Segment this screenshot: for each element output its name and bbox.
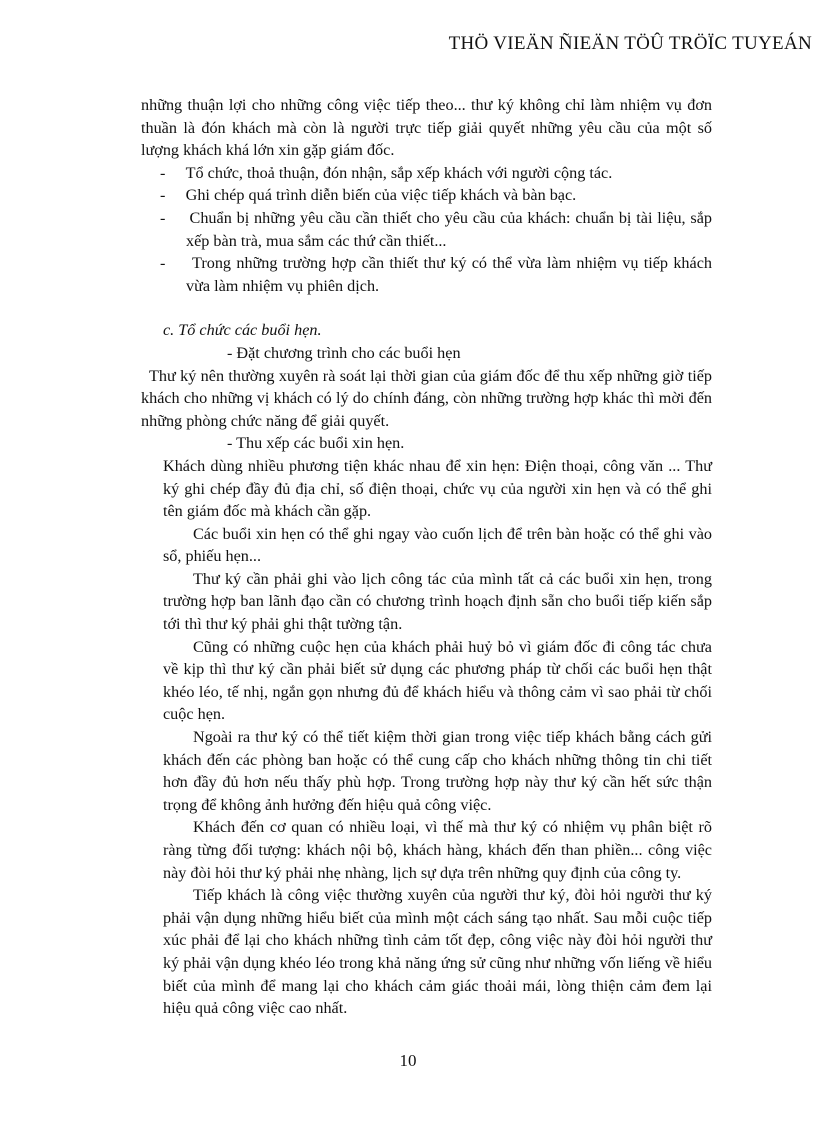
task-list (141, 162, 712, 298)
paragraph-methods: Khách dùng nhiều phương tiện khác nhau để xin hẹn: Điện thoại, công văn ... Thư ký ghi chép đầy đủ địa chỉ, số điện thoại, chức vụ của người xin hẹn và có thể ghi tên giám đốc mà khách cần gặp. (163, 456, 712, 521)
paragraph-schedule: Thư ký nên thường xuyên rà soát lại thời gian của giám đốc để thu xếp những giờ tiếp khách cho những vị khách có lý do chính đáng, còn những trường hợp khác thì mời đến những phòng chức năng để giải quyết. (141, 366, 712, 430)
document-body (141, 94, 712, 1020)
paragraph-record: Thư ký cần phải ghi vào lịch công tác của mình tất cả các buổi xin hẹn, trong trường hợp ban lãnh đạo cần có chương trình hoạch định sẵn cho buổi tiếp kiến sắp tới thì thư ký phải ghi thật tường tận. (163, 569, 712, 634)
intro-paragraph: những thuận lợi cho những công việc tiếp theo... thư ký không chỉ làm nhiệm vụ đơn thuần là đón khách mà còn là người trực tiếp giải quyết những yêu cầu của một số lượng khách khá lớn xin gặp giám đốc. (141, 96, 712, 160)
subheading-arrange: - Thu xếp các buổi xin hẹn. (227, 434, 405, 453)
running-header: THÖ VIEÄN ÑIEÄN TÖÛ TRÖÏC TUYEÁN (448, 33, 812, 54)
paragraph-save-time: Ngoài ra thư ký có thể tiết kiệm thời gian trong việc tiếp khách bằng cách gửi khách đến các phòng ban hoặc có thể cung cấp cho khách những thông tin chi tiết hơn đầy đủ hơn nếu thấy phù hợp. Trong trường hợp này thư ký cần hết sức thận trọng để không ảnh hưởng đến hiệu quả công việc. (163, 728, 712, 814)
task-item: - Ghi chép quá trình diễn biến của việc tiếp khách và bàn bạc. (160, 186, 577, 205)
task-item: - Trong những trường hợp cần thiết thư ký có thể vừa làm nhiệm vụ tiếp khách vừa làm nhiệm vụ phiên dịch. (160, 254, 712, 295)
task-item: - Chuẩn bị những yêu cầu cần thiết cho yêu cầu của khách: chuẩn bị tài liệu, sắp xếp bàn trà, mua sắm các thứ cần thiết... (160, 208, 712, 250)
page-number: 10 (399, 1051, 417, 1070)
paragraph-calendar: Các buổi xin hẹn có thể ghi ngay vào cuốn lịch để trên bàn hoặc có thể ghi vào sổ, phiếu hẹn... (163, 524, 712, 566)
subheading-schedule: - Đặt chương trình cho các buổi hẹn (227, 343, 461, 362)
paragraph-conclusion: Tiếp khách là công việc thường xuyên của người thư ký, đòi hỏi người thư ký phải vận dụng những hiểu biết của mình một cách sáng tạo nhất. Sau mỗi cuộc tiếp xúc phải để lại cho khách những tình cảm tốt đẹp, công việc này đòi hỏi người thư ký phải vận dụng khéo léo trong khả năng ứng sử cũng như những vốn liếng về hiểu biết của mình để mang lại cho khách cảm giác thoải mái, lòng thiện cảm đem lại hiệu quả công việc cao nhất. (163, 886, 712, 1018)
section-heading: c. Tổ chức các buổi hẹn. (163, 321, 322, 340)
task-item: - Tổ chức, thoả thuận, đón nhận, sắp xếp khách với người cộng tác. (160, 163, 613, 182)
paragraph-cancel: Cũng có những cuộc hẹn của khách phải huỷ bỏ vì giám đốc đi công tác chưa về kịp thì thư ký cần phải biết sử dụng các phương pháp từ chối các buổi hẹn thật khéo léo, tế nhị, ngắn gọn nhưng đủ để khách hiểu và thông cảm vì sao phải từ chối cuộc hẹn. (163, 637, 712, 724)
paragraph-guest-types: Khách đến cơ quan có nhiều loại, vì thế mà thư ký có nhiệm vụ phân biệt rõ ràng từng đối tượng: khách nội bộ, khách hàng, khách đến than phiền... công việc này đòi hỏi thư ký phải nhẹ nhàng, lịch sự dựa trên những quy định của công ty. (163, 818, 712, 882)
